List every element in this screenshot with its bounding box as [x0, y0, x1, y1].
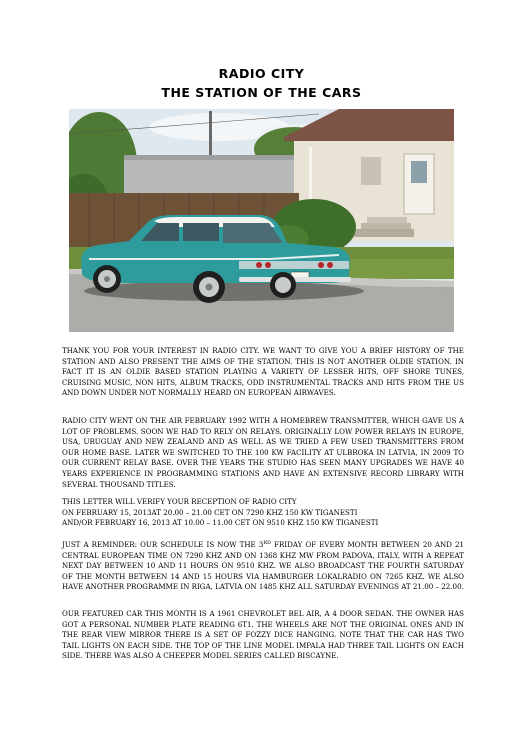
verification-line: AND/OR FEBRUARY 16, 2013 AT 10.00 – 11.00 CET ON 9510 KHZ 150 KW TIGANESTI — [62, 518, 379, 528]
page-subtitle: THE STATION OF THE CARS — [161, 85, 362, 100]
intro-paragraph: THANK YOU FOR YOUR INTEREST IN RADIO CITY. WE WANT TO GIVE YOU A BRIEF HISTORY OF THE STATION AND ALSO PRESENT THE AIMS OF THE STATION. THIS IS NOT ANOTHER OLDIE STATION. IN FACT IT IS AN OLDIE BASED STATION PLAYING A VARIETY OF LESSER HITS, OFF SHORE TUNES, CRUISING MUSIC, NON HITS, ALBUM TRACKS, ODD INSTRUMENTAL TRACKS AND HITS FROM THE US AND DOWN UNDER NOT NORMALLY HEARD ON EUROPEAN AIRWAVES. — [62, 346, 464, 398]
ordinal-suffix: RD — [263, 540, 272, 546]
verification-line: ON FEBRUARY 15, 2013AT 20.00 – 21.00 CET ON 7290 KHZ 150 KW TIGANESTI — [62, 507, 358, 517]
verification-block — [62, 497, 464, 529]
page-title: RADIO CITY — [218, 66, 305, 81]
history-paragraph: RADIO CITY WENT ON THE AIR FEBRUARY 1992 WITH A HOMEBREW TRANSMITTER, WHICH GAVE US A LOT OF PROBLEMS. SOON WE HAD TO RELY ON RELAYS. ORIGINALLY LOW POWER RELAYS IN EUROPE, USA, URUGUAY AND NEW ZEALAND AND AS WELL AS WE TRIED A FEW USED TRANSMITTERS FROM OUR HOME BASE. LATER WE SWITCHED TO THE 100 KW FACILITY AT ULBROKA IN LATVIA, IN 2009 TO OUR CURRENT RELAY BASE. OVER THE YEARS THE STUDIO HAS SEEN MANY UPGRADES WE HAVE 40 YEARS EXPERIENCE IN PROGRAMMING STATIONS AND HAVE AN EXTENSIVE RECORD LIBRARY WITH SEVERAL THOUSAND TITLES. — [62, 416, 464, 489]
schedule-text-rest: FRIDAY OF EVERY MONTH BETWEEN 20 AND 21 CENTRAL EUROPEAN TIME ON 7290 KHZ AND ON 1368 KHZ MW FROM PADOVA, ITALY, WITH A REPEAT NEXT DAY BETWEEN 10 AND 11 HOURS ON 9510 KHZ. WE ALSO BROADCAST THE FOURTH SATURDAY OF THE MONTH BETWEEN 14 AND 15 HOURS VIA HAMBURGER LOKALRADIO ON 7265 KHZ. WE ALSO HAVE ANOTHER PROGRAMME IN RIGA, LATVIA ON 1485 KHZ ALL SATURDAY EVENINGS AT 21.00 – 22.00. — [62, 540, 464, 592]
verification-line: THIS LETTER WILL VERIFY YOUR RECEPTION OF RADIO CITY — [62, 497, 297, 506]
schedule-paragraph — [62, 540, 464, 593]
car-photo — [69, 109, 454, 332]
schedule-text-start: JUST A REMINDER: OUR SCHEDULE IS NOW THE 3 — [62, 540, 264, 549]
featured-car-paragraph: OUR FEATURED CAR THIS MONTH IS A 1961 CHEVROLET BEL AIR, A 4 DOOR SEDAN. THE OWNER HAS GOT A PERSONAL NUMBER PLATE READING 6T1. THE WHEELS ARE NOT THE ORIGINAL ONES AND IN THE REAR VIEW MIRROR THERE IS A SET OF FOZZY DICE HANGING. NOTE THAT THE CAR HAS TWO TAIL LIGHTS ON EACH SIDE. THE TOP OF THE LINE MODEL IMPALA HAD THREE TAIL LIGHTS ON EACH SIDE. THERE WAS ALSO A CHEEPER MODEL SERIES CALLED BISCAYNE. — [62, 609, 464, 661]
